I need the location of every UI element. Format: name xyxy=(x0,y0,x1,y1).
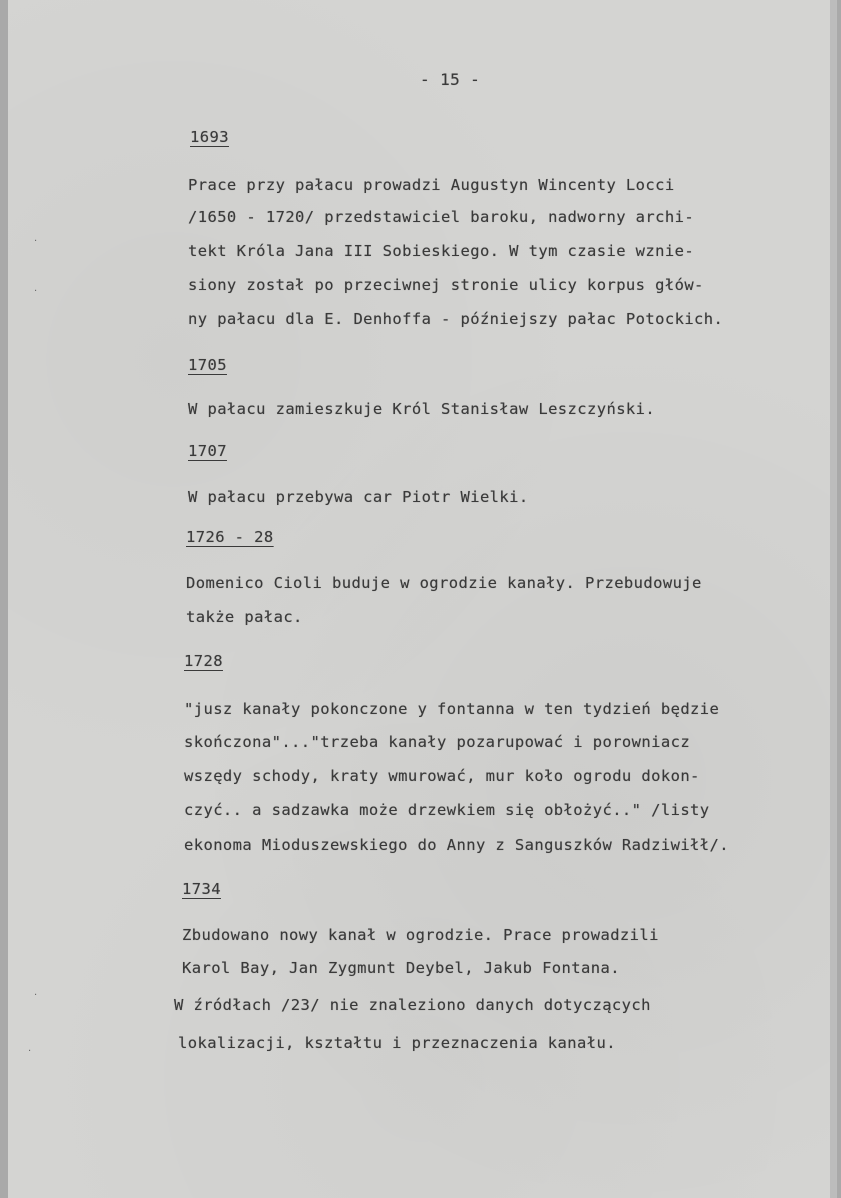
entry-line: Prace przy pałacu prowadzi Augustyn Wincenty Locci xyxy=(188,176,675,194)
entry-year-1734: 1734 xyxy=(182,880,221,898)
entry-line: /1650 - 1720/ przedstawiciel baroku, nadworny archi- xyxy=(188,208,695,226)
entry-year-1707: 1707 xyxy=(188,442,227,460)
entry-line: lokalizacji, kształtu i przeznaczenia kanału. xyxy=(178,1034,616,1052)
entry-line: ny pałacu dla E. Denhoffa - późniejszy pałac Potockich. xyxy=(188,310,724,328)
entry-line: W źródłach /23/ nie znaleziono danych dotyczących xyxy=(174,996,651,1014)
margin-speck: · xyxy=(28,1046,32,1057)
entry-line: "jusz kanały pokonczone y fontanna w ten tydzień będzie xyxy=(184,700,720,718)
entry-line: wszędy schody, kraty wmurować, mur koło ogrodu dokon- xyxy=(184,767,700,785)
entry-line: siony został po przeciwnej stronie ulicy korpus głów- xyxy=(188,276,704,294)
entry-line: W pałacu zamieszkuje Król Stanisław Leszczyński. xyxy=(188,400,656,418)
entry-line: skończona"..."trzeba kanały pozarupować i porowniacz xyxy=(184,733,691,751)
entry-year-1693: 1693 xyxy=(190,128,229,146)
entry-year-1728: 1728 xyxy=(184,652,223,670)
entry-line: Karol Bay, Jan Zygmunt Deybel, Jakub Fontana. xyxy=(182,959,620,977)
entry-year-1726-28: 1726 - 28 xyxy=(186,528,274,546)
entry-line: czyć.. a sadzawka może drzewkiem się obłożyć.." /listy xyxy=(184,801,710,819)
entry-line: Domenico Cioli buduje w ogrodzie kanały. Przebudowuje xyxy=(186,574,702,592)
margin-speck: · xyxy=(34,990,38,1001)
entry-line: Zbudowano nowy kanał w ogrodzie. Prace prowadzili xyxy=(182,926,659,944)
document-page xyxy=(8,0,836,1198)
page-edge xyxy=(830,0,836,1198)
entry-year-1705: 1705 xyxy=(188,356,227,374)
page-number: - 15 - xyxy=(420,70,481,89)
entry-line: W pałacu przebywa car Piotr Wielki. xyxy=(188,488,529,506)
entry-line: tekt Króla Jana III Sobieskiego. W tym czasie wznie- xyxy=(188,242,695,260)
margin-speck: · xyxy=(34,236,38,247)
entry-line: także pałac. xyxy=(186,608,303,626)
margin-speck: · xyxy=(34,286,38,297)
entry-line: ekonoma Mioduszewskiego do Anny z Sanguszków Radziwiłł/. xyxy=(184,836,729,854)
